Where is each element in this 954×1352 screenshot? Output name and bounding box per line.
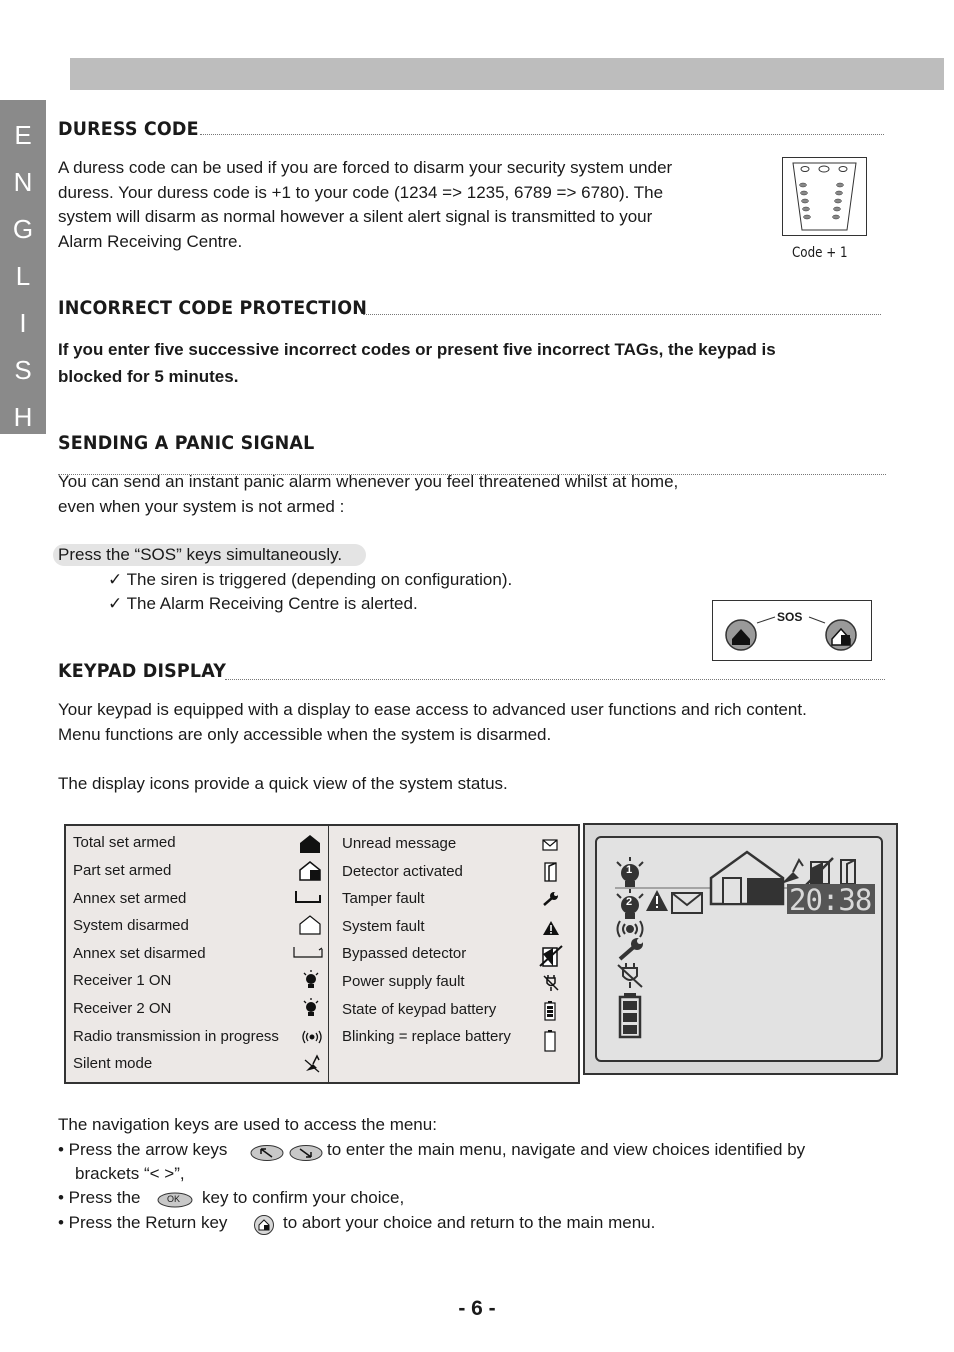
icon-label: System disarmed (73, 917, 189, 934)
nav-intro: The navigation keys are used to access the menu: (58, 1115, 437, 1134)
receiver-2-icon (303, 998, 319, 1018)
lcd-bypassed-door-icon (805, 858, 833, 886)
icon-label: Annex set armed (73, 890, 187, 907)
lcd-power-fault-icon (618, 963, 642, 988)
nav-ok-text: • Press the (58, 1188, 141, 1207)
side-tab-letter: N (13, 167, 33, 197)
press-sos-text: Press the “SOS” keys simultaneously. (58, 545, 343, 564)
house-filled-icon (298, 834, 322, 854)
icon-label: Detector activated (342, 863, 463, 880)
lcd-radio-icon (618, 921, 643, 937)
duress-heading: DURESS CODE (58, 118, 199, 140)
annex-disarmed-icon (292, 944, 324, 960)
icon-label: Unread message (342, 835, 457, 852)
nav-arrow-text: brackets “< >”, (75, 1164, 185, 1183)
dotted-rule (225, 679, 885, 680)
side-tab-letter: H (13, 402, 33, 432)
dotted-rule (200, 134, 884, 135)
language-side-tab (0, 100, 46, 434)
lcd-silent-icon (781, 860, 803, 884)
icon-label: Part set armed (73, 862, 172, 879)
icon-label: Bypassed detector (342, 945, 467, 962)
incorrect-text: If you enter five successive incorrect codes or present five incorrect TAGs, the keypad is blocked for 5 minutes. (58, 340, 776, 386)
sos-label: SOS (777, 610, 803, 624)
house-outline-icon (298, 915, 322, 935)
wrench-icon (542, 891, 560, 907)
icon-label: Receiver 2 ON (73, 1000, 172, 1017)
battery-empty-icon (544, 1030, 556, 1052)
lcd-icons (597, 838, 881, 1060)
icon-label: Annex set disarmed (73, 945, 206, 962)
house-part-icon (298, 861, 322, 881)
keypad-figure (782, 157, 867, 236)
lcd-battery-icon (620, 993, 640, 1037)
lcd-receiver-1-number: 1 (626, 864, 633, 876)
icon-label: Total set armed (73, 834, 176, 851)
icon-label: System fault (342, 918, 425, 935)
display-icons-table (64, 824, 580, 1084)
icon-label: Blinking = replace battery (342, 1028, 511, 1045)
duress-figure-caption: Code + 1 (792, 245, 848, 261)
lcd-wrench-icon (620, 938, 643, 959)
bypassed-door-icon (539, 944, 563, 968)
sos-keys-figure (712, 600, 872, 661)
lcd-house-icon (711, 852, 783, 904)
lcd-door-icon (841, 860, 855, 884)
arrow-keys-icon (250, 1144, 324, 1162)
lcd-receiver-2-number: 2 (626, 896, 633, 908)
icon-label: State of keypad battery (342, 1001, 497, 1018)
side-tab-letter: S (14, 355, 32, 385)
lcd-envelope-icon (672, 893, 702, 913)
icon-label: Silent mode (73, 1055, 153, 1072)
header-bar (70, 58, 944, 90)
keypad-heading: KEYPAD DISPLAY (58, 660, 227, 682)
receiver-1-icon (303, 970, 319, 990)
ok-key-label: OK (167, 1194, 181, 1204)
battery-icon (544, 1001, 556, 1021)
icon-label: Power supply fault (342, 973, 465, 990)
icons-intro: The display icons provide a quick view of the system status. (58, 774, 508, 793)
radio-icon (302, 1030, 322, 1044)
keypad-illustration (783, 158, 866, 235)
annex-armed-icon (294, 889, 322, 905)
incorrect-heading: INCORRECT CODE PROTECTION (58, 297, 368, 319)
side-tab-letter: I (19, 308, 27, 338)
icon-label: Radio transmission in progress (73, 1028, 279, 1045)
check-item: ✓ The Alarm Receiving Centre is alerted. (108, 594, 418, 613)
side-tab-letter: L (15, 261, 31, 291)
silent-icon (303, 1054, 321, 1074)
nav-return-text: to abort your choice and return to the main menu. (283, 1213, 656, 1232)
panic-text: You can send an instant panic alarm whenever you feel threatened whilst at home, even when your system is not armed : (58, 472, 679, 516)
dotted-rule (363, 314, 881, 315)
nav-arrow-text: • Press the arrow keys (58, 1140, 228, 1159)
power-fault-icon (542, 974, 560, 992)
page-number: - 6 - (458, 1297, 496, 1320)
nav-return-text: • Press the Return key (58, 1213, 228, 1232)
icon-label: Receiver 1 ON (73, 972, 172, 989)
envelope-icon (542, 839, 558, 851)
check-item: ✓ The siren is triggered (depending on configuration). (108, 570, 513, 589)
warning-icon (542, 920, 560, 936)
side-tab-letter: G (12, 214, 34, 244)
nav-arrow-text: to enter the main menu, navigate and view choices identified by (327, 1140, 806, 1159)
lcd-display-figure (583, 823, 898, 1075)
icon-label: Tamper fault (342, 890, 425, 907)
side-tab-letter: E (14, 120, 32, 150)
panic-heading: SENDING A PANIC SIGNAL (58, 432, 315, 454)
return-key-icon (253, 1214, 275, 1236)
lcd-screen (595, 836, 883, 1062)
keypad-text: Your keypad is equipped with a display to ease access to advanced user functions and rich content. Menu functions are only accessible when the system is disarmed. (58, 700, 807, 744)
door-icon (544, 861, 558, 883)
duress-text: A duress code can be used if you are forced to disarm your security system under duress. Your duress code is +1 to your code (1234 => 1235, 6789 => 6780). The system will disarm as normal however a silent alert signal is transmitted to your Alarm Receiving Centre. (58, 158, 673, 251)
nav-ok-text: key to confirm your choice, (202, 1188, 405, 1207)
lcd-clock: 20:38 (789, 883, 872, 917)
